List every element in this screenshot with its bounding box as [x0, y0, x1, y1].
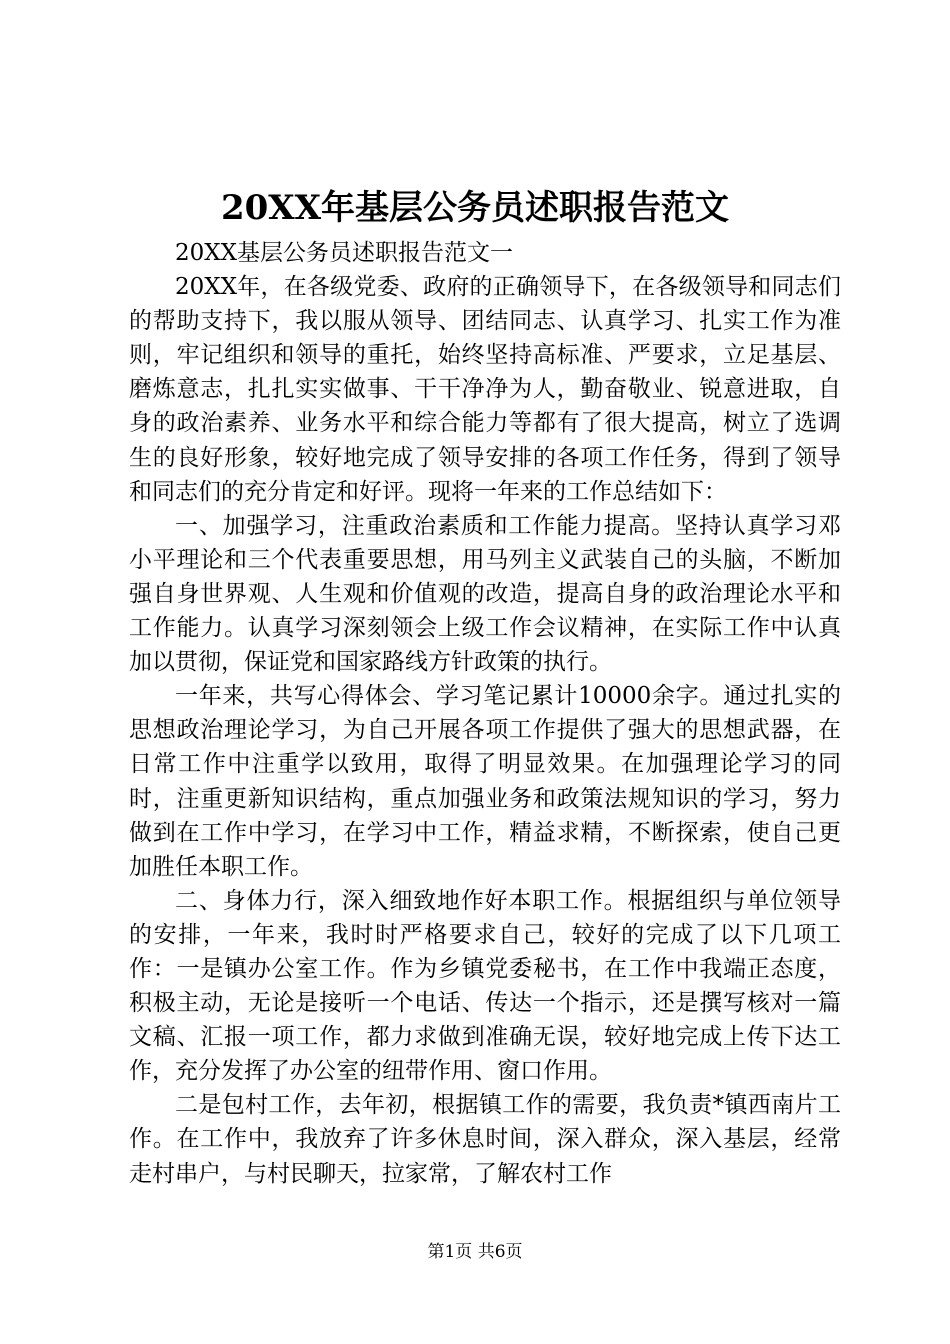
document-title: 20XX年基层公务员述职报告范文 — [220, 188, 730, 228]
paragraph: 一、加强学习，注重政治素质和工作能力提高。坚持认真学习邓小平理论和三个代表重要思想，用马列主义武装自己的头脑，不断加强自身世界观、人生观和价值观的改造，提高自身的政治理论水平和工作能力。认真学习深刻领会上级工作会议精神，在实际工作中认真加以贯彻，保证党和国家路线方针政策的执行。 — [129, 512, 841, 676]
paragraph: 二、身体力行，深入细致地作好本职工作。根据组织与单位领导的安排，一年来，我时时严格要求自己，较好的完成了以下几项工作：一是镇办公室工作。作为乡镇党委秘书，在工作中我端正态度，积极主动，无论是接听一个电话、传达一个指示，还是撰写核对一篇文稿、汇报一项工作，都力求做到准确无误，较好地完成上传下达工作，充分发挥了办公室的纽带作用、窗口作用。 — [129, 887, 841, 1085]
document-subtitle: 20XX基层公务员述职报告范文一 — [175, 240, 514, 266]
paragraph: 20XX年，在各级党委、政府的正确领导下，在各级领导和同志们的帮助支持下，我以服从领导、团结同志、认真学习、扎实工作为准则，牢记组织和领导的重托，始终坚持高标准、严要求，立足基层、磨炼意志，扎扎实实做事、干干净净为人，勤奋敬业、锐意进取，自身的政治素养、业务水平和综合能力等都有了很大提高，树立了选调生的良好形象，较好地完成了领导安排的各项工作任务，得到了领导和同志们的充分肯定和好评。现将一年来的工作总结如下： — [129, 274, 841, 505]
paragraph: 一年来，共写心得体会、学习笔记累计10000余字。通过扎实的思想政治理论学习，为自己开展各项工作提供了强大的思想武器，在日常工作中注重学以致用，取得了明显效果。在加强理论学习的同时，注重更新知识结构，重点加强业务和政策法规知识的学习，努力做到在工作中学习，在学习中工作，精益求精，不断探索，使自己更加胜任本职工作。 — [129, 683, 841, 880]
document-body — [129, 236, 841, 1191]
paragraph: 二是包村工作，去年初，根据镇工作的需要，我负责*镇西南片工作。在工作中，我放弃了许多休息时间，深入群众，深入基层，经常走村串户，与村民聊天，拉家常，了解农村工作 — [129, 1092, 841, 1187]
page-number: 第1页 共6页 — [427, 1242, 523, 1262]
